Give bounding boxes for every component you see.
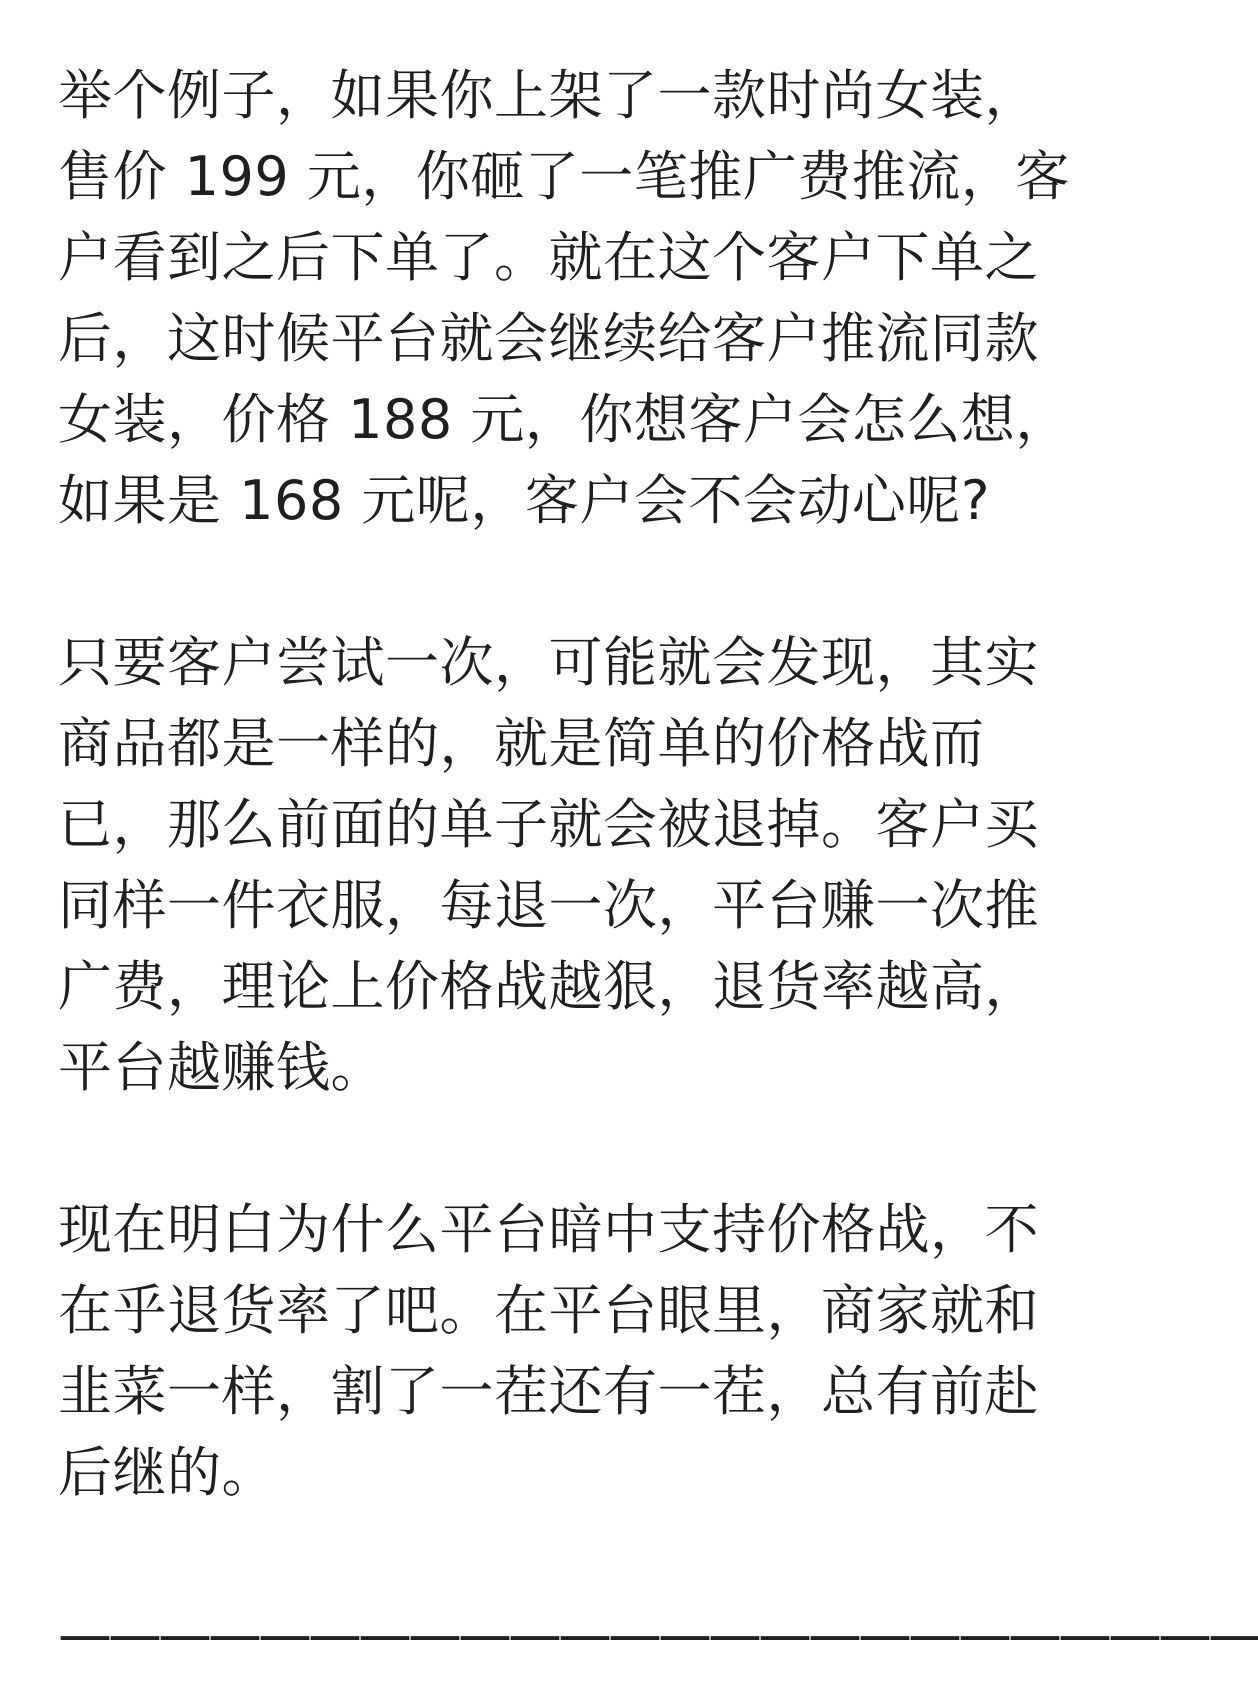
paragraph-3 [58, 1189, 1068, 1513]
article-body [58, 55, 1258, 1675]
text-line: 平台越赚钱。 [58, 1036, 385, 1099]
dash-divider: ———————————————————————— [58, 1603, 1258, 1666]
text-line: 同样一件衣服，每退一次，平台赚一次推 [58, 874, 1039, 937]
paragraph-1 [58, 55, 1068, 541]
text-line: 广费，理论上价格战越狠，退货率越高， [58, 955, 1039, 1018]
text-line: 举个例子，如果你上架了一款时尚女装， [58, 64, 1039, 127]
text-line: 在乎退货率了吧。在平台眼里，商家就和 [58, 1279, 1039, 1342]
text-line: 韭菜一样，割了一茬还有一茬，总有前赴 [58, 1360, 1039, 1423]
text-line: 售价 199 元，你砸了一笔推广费推流，客 [58, 145, 1070, 208]
text-line: 已，那么前面的单子就会被退掉。客户买 [58, 793, 1039, 856]
text-line: 后，这时候平台就会继续给客户推流同款 [58, 307, 1039, 370]
text-line: 户看到之后下单了。就在这个客户下单之 [58, 226, 1039, 289]
text-line: 女装，价格 188 元，你想客户会怎么想， [58, 388, 1070, 451]
text-line: 后继的。 [58, 1441, 276, 1504]
paragraph-2 [58, 622, 1068, 1108]
text-line: 现在明白为什么平台暗中支持价格战，不 [58, 1198, 1039, 1261]
text-line: 只要客户尝试一次，可能就会发现，其实 [58, 631, 1039, 694]
text-line: 商品都是一样的，就是简单的价格战而 [58, 712, 985, 775]
text-line: 如果是 168 元呢，客户会不会动心呢? [58, 469, 991, 532]
